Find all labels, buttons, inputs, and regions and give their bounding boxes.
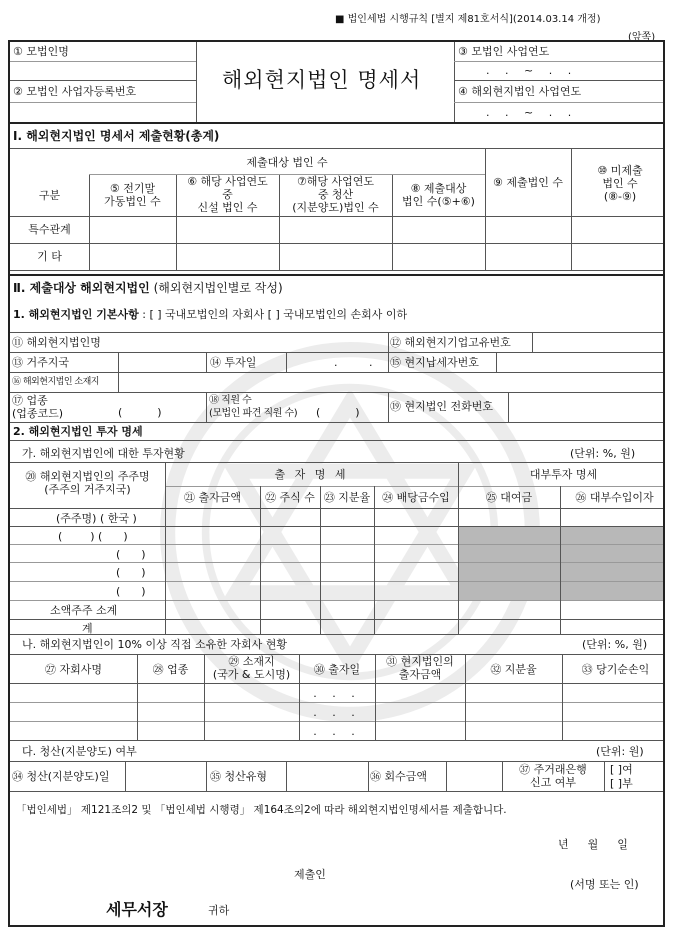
division-header: 구분 <box>38 189 61 202</box>
dispatched-employees-field[interactable]: ( ) <box>316 406 360 419</box>
shareholder-row-4[interactable]: ( ) <box>116 566 146 579</box>
residence-country-label: ⑬ 거주지국 <box>12 356 70 369</box>
sub-date-2[interactable]: . . . <box>313 706 361 719</box>
col33-header: ㉝ 당기순손익 <box>581 663 650 676</box>
parent-name-label: ① 모법인명 <box>13 45 69 58</box>
col28-header: ㉘ 업종 <box>152 663 189 676</box>
bank-report-label: ㊲ 주거래은행 신고 여부 <box>519 763 587 789</box>
col30-header: ㉚ 출자일 <box>313 663 361 676</box>
local-corp-name-label: ⑪ 해외현지법인명 <box>12 336 101 349</box>
industry-label: ⑰ 업종 (업종코드) <box>12 394 64 420</box>
local-tax-id-label: ⑮ 현지납세자번호 <box>390 356 479 369</box>
col27-header: ㉗ 자회사명 <box>44 663 102 676</box>
form-title: 해외현지법인 명세서 <box>222 68 422 92</box>
investment-date-label: ⑭ 투자일 <box>210 356 257 369</box>
col26-header: ㉖ 대부수입이자 <box>575 491 654 504</box>
submit-date[interactable]: 년 월 일 <box>558 838 629 851</box>
invest-title: 2. 해외현지법인 투자 명세 <box>13 425 143 438</box>
investment-group-header: 출 자 명 세 <box>274 468 349 481</box>
liquidation-date-label: ㉞ 청산(지분양도)일 <box>12 770 110 783</box>
shareholder-row-2[interactable]: ( ) ( ) <box>58 530 128 543</box>
basic-info-title: 1. 해외현지법인 기본사항 <box>13 308 139 321</box>
row-other-label: 기 타 <box>37 250 62 263</box>
addressee-label: 귀하 <box>208 904 230 917</box>
local-year-label: ④ 해외현지법인 사업연도 <box>458 85 582 98</box>
basic-info-options[interactable]: : [ ] 국내모법인의 자회사 [ ] 국내모법인의 손회사 이하 <box>142 308 408 321</box>
shareholder-row-5[interactable]: ( ) <box>116 585 146 598</box>
tax-office-label: 세무서장 <box>106 900 168 919</box>
bank-report-yes-checkbox[interactable]: [ ]여 <box>610 763 633 776</box>
col22-header: ㉒ 주식 수 <box>265 491 315 504</box>
parent-reg-label: ② 모법인 사업자등록번호 <box>13 85 137 98</box>
col10-header: ⑩ 미제출 법인 수 (⑧-⑨) <box>597 164 643 203</box>
col8-header: ⑧ 제출대상 법인 수(⑤+⑥) <box>402 182 475 208</box>
liquidation-unit: (단위: 원) <box>596 745 644 758</box>
sub-date-3[interactable]: . . . <box>313 725 361 738</box>
col29-header: ㉙ 소재지 (국가 & 도시명) <box>212 655 291 681</box>
shareholder-row-korea[interactable]: (주주명) ( 한국 ) <box>56 512 137 525</box>
section1-title: Ⅰ. 해외현지법인 명세서 제출현황(총계) <box>13 129 220 143</box>
signature-label[interactable]: (서명 또는 인) <box>570 878 639 891</box>
shareholder-row-3[interactable]: ( ) <box>116 548 146 561</box>
liquidation-type-label: ㉟ 청산유형 <box>210 770 268 783</box>
sub-date-1[interactable]: . . . <box>313 687 361 700</box>
invest-unit: (단위: %, 원) <box>570 447 636 460</box>
loan-group-header: 대부투자 명세 <box>529 468 598 481</box>
col7-header: ⑦해당 사업연도 중 청산 (지분양도)법인 수 <box>292 175 379 214</box>
liquidation-sub-c: 다. 청산(지분양도) 여부 <box>22 745 137 758</box>
form-container <box>8 40 665 927</box>
row-related-label: 특수관계 <box>28 223 71 236</box>
shareholder-header: ⑳ 해외현지법인의 주주명 (주주의 거주지국) <box>25 470 150 496</box>
parent-year-range[interactable]: . . ~ . . <box>486 64 578 77</box>
col25-header: ㉕ 대여금 <box>485 491 533 504</box>
subsidiary-unit: (단위: %, 원) <box>582 638 648 651</box>
invest-sub-a: 가. 해외현지법인에 대한 투자현황 <box>22 447 185 460</box>
bank-report-no-checkbox[interactable]: [ ]부 <box>610 777 633 790</box>
local-address-label: ⑯ 해외현지법인 소재지 <box>12 377 99 387</box>
form-number: ■ 법인세법 시행규칙 [별지 제81호서식](2014.03.14 개정) <box>335 14 601 25</box>
col21-header: ㉑ 출자금액 <box>183 491 241 504</box>
submit-target-header: 제출대상 법인 수 <box>246 156 328 169</box>
col23-header: ㉓ 지분율 <box>323 491 371 504</box>
statement-text: 「법인세법」 제121조의2 및 「법인세법 시행령」 제164조의2에 따라 해외현지법인명세서를 제출합니다. <box>16 804 507 816</box>
col32-header: ㉜ 지분율 <box>490 663 537 676</box>
section2-title-wrap <box>13 282 283 295</box>
recovery-amount-label: ㊱ 회수금액 <box>370 770 428 783</box>
local-phone-label: ⑲ 현지법인 전화번호 <box>390 400 494 413</box>
col5-header: ⑤ 전기말 가동법인 수 <box>104 182 161 208</box>
minor-shareholder-subtotal: 소액주주 소계 <box>50 604 118 617</box>
submitter-label: 제출인 <box>294 868 326 881</box>
section2-title: Ⅱ. 제출대상 해외현지법인 <box>13 281 150 295</box>
investment-date-field[interactable]: . . <box>334 356 387 369</box>
page-side-label: (앞쪽) <box>628 32 656 43</box>
col31-header: ㉛ 현지법인의 출자금액 <box>386 655 454 681</box>
loan-shaded-area <box>458 526 665 600</box>
basic-info-row <box>13 308 407 321</box>
section2-title-note: (해외현지법인별로 작성) <box>153 281 283 295</box>
local-corp-id-label: ⑫ 해외현지기업고유번호 <box>390 336 511 349</box>
col24-header: ㉔ 배당금수입 <box>382 491 450 504</box>
local-year-range[interactable]: . . ~ . . <box>486 106 578 119</box>
col9-header: ⑨ 제출법인 수 <box>493 176 563 189</box>
invest-total-label: 계 <box>82 622 93 635</box>
industry-code-field[interactable]: ( ) <box>118 406 162 419</box>
employees-label: ⑱ 직원 수 (모법인 파견 직원 수) <box>209 395 298 419</box>
parent-year-label: ③ 모법인 사업연도 <box>458 45 550 58</box>
col6-header: ⑥ 해당 사업연도 중 신설 법인 수 <box>187 175 268 214</box>
subsidiary-sub-b: 나. 해외현지법인이 10% 이상 직접 소유한 자회사 현황 <box>22 638 287 651</box>
